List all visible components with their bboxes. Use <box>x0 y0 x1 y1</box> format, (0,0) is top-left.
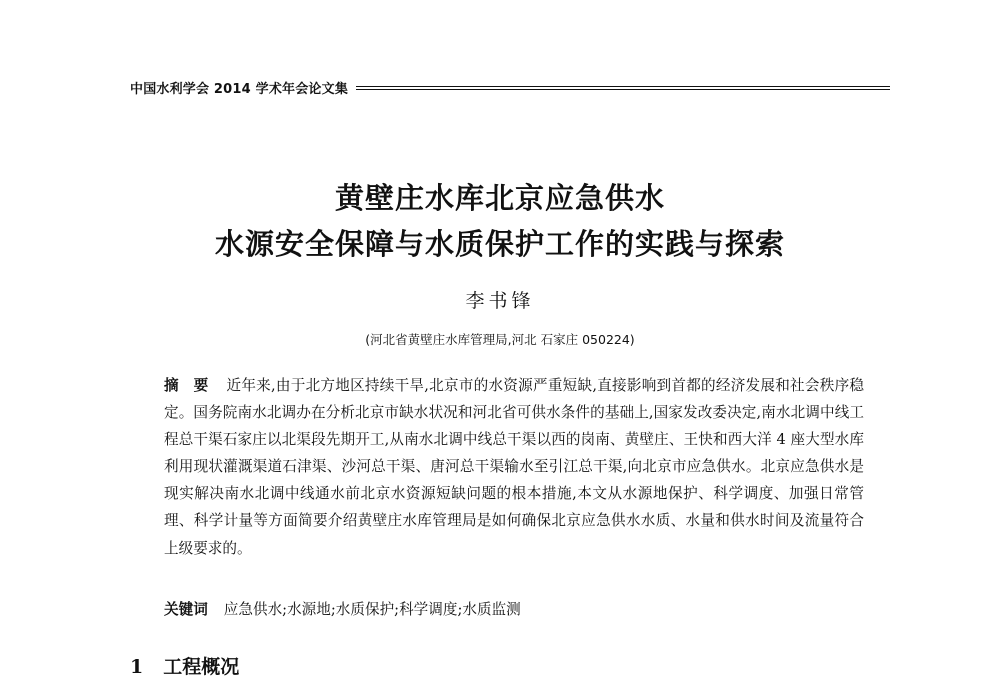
abstract <box>164 372 864 562</box>
abstract-label: 摘 要 <box>164 377 209 394</box>
section-number: 1 <box>130 656 144 678</box>
author-affiliation: (河北省黄壁庄水库管理局,河北 石家庄 050224) <box>365 332 635 347</box>
paper-title-line-1: 黄壁庄水库北京应急供水 <box>334 181 665 215</box>
header-rule <box>356 86 890 90</box>
running-header <box>130 78 890 97</box>
keywords-text: 应急供水;水源地;水质保护;科学调度;水质监测 <box>223 601 521 618</box>
keywords <box>164 596 864 623</box>
section-title: 工程概况 <box>163 656 240 678</box>
section-heading <box>130 652 239 679</box>
paper-title-line-2: 水源安全保障与水质保护工作的实践与探索 <box>214 227 785 261</box>
running-header-text: 中国水利学会 2014 学术年会论文集 <box>130 82 349 97</box>
abstract-text: 近年来,由于北方地区持续干旱,北京市的水资源严重短缺,直接影响到首都的经济发展和社会秩序稳定。国务院南水北调办在分析北京市缺水状况和河北省可供水条件的基础上,国家发改委决定,南水北调中线工程总干渠石家庄以北渠段先期开工,从南水北调中线总干渠以西的岗南、黄壁庄、王快和西大洋 4 座大型水库利用现状灌溉渠道石津渠、沙河总干渠、唐河总干渠输水至引江总干渠,向北京市应急供水。北京应急供水是现实解决南水北调中线通水前北京水资源短缺问题的根本措施,本文从水源地保护、科学调度、加强日常管理、科学计量等方面简要介绍黄壁庄水库管理局是如何确保北京应急供水水质、水量和供水时间及流量符合上级要求的。 <box>164 377 864 557</box>
keywords-label: 关键词 <box>164 601 208 618</box>
author-name: 李书锋 <box>465 290 535 312</box>
